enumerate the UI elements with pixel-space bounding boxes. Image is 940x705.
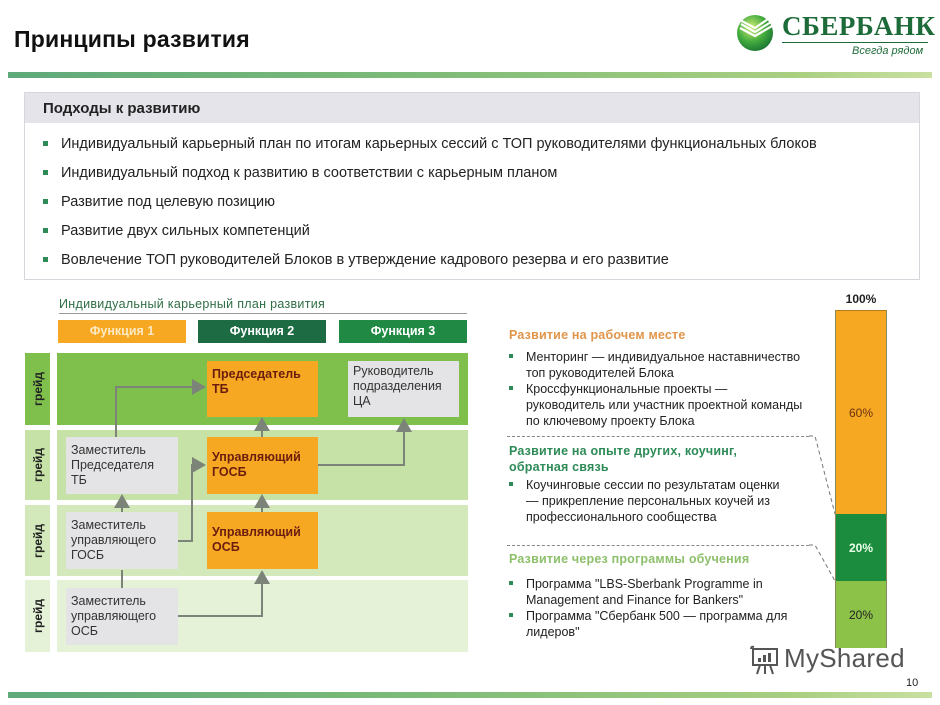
bar-segment-coaching: 20%	[835, 514, 887, 581]
section-list-coaching	[506, 477, 786, 525]
position-deputy-manager-gosb: Заместитель управляющего ГОСБ	[66, 512, 178, 569]
section-item: Программа "LBS-Sberbank Programme in Management and Finance for Bankers"	[506, 576, 806, 608]
position-chairman-tb: Председатель ТБ	[207, 361, 318, 417]
watermark: MyShared	[784, 643, 905, 673]
logo-underline	[782, 42, 928, 43]
section-divider	[507, 436, 809, 437]
section-list-training	[506, 576, 806, 640]
approaches-panel	[24, 92, 920, 280]
footer-divider	[8, 692, 932, 698]
approach-item: Развитие двух сильных компетенций	[39, 220, 817, 249]
section-title-on-the-job: Развитие на рабочем месте	[509, 328, 686, 342]
function-1-header: Функция 1	[58, 320, 186, 343]
position-manager-gosb: Управляющий ГОСБ	[207, 437, 318, 494]
page-title: Принципы развития	[14, 26, 250, 52]
approach-item: Индивидуальный карьерный план по итогам карьерных сессий с ТОП руководителями функциональных блоков	[39, 133, 817, 162]
approaches-header	[25, 93, 919, 123]
section-list-on-the-job	[506, 349, 806, 429]
logo-name: СБЕРБАНК	[782, 11, 936, 41]
section-title-coaching: Развитие на опыте других, коучинг, обратная связь	[509, 444, 738, 474]
grade-label-3: грейд	[25, 505, 50, 576]
career-plan-title: Индивидуальный карьерный план развития	[59, 297, 326, 311]
myshared-logo-icon	[748, 644, 780, 676]
position-manager-osb: Управляющий ОСБ	[207, 512, 318, 569]
approaches-list	[39, 133, 817, 278]
section-item: Коучинговые сессии по результатам оценки — прикрепление персональных коучей из профессионального сообщества	[506, 477, 786, 525]
position-head-ca: Руководитель подразделения ЦА	[348, 361, 459, 417]
section-divider	[507, 545, 809, 546]
section-item: Менторинг — индивидуальное наставничество топ руководителей Блока	[506, 349, 806, 381]
grade-label-2: грейд	[25, 430, 50, 500]
function-3-header: Функция 3	[339, 320, 467, 343]
approach-item: Индивидуальный подход к развитию в соответствии с карьерным планом	[39, 162, 817, 191]
section-item: Программа "Сбербанк 500 — программа для лидеров"	[506, 608, 806, 640]
approach-item: Развитие под целевую позицию	[39, 191, 817, 220]
function-2-header: Функция 2	[198, 320, 326, 343]
approaches-title: Подходы к развитию	[43, 100, 201, 117]
page-number: 10	[906, 677, 919, 689]
position-deputy-chairman-tb: Заместитель Председателя ТБ	[66, 437, 178, 494]
bar-segment-on-the-job: 60%	[835, 310, 887, 514]
bar-total-label: 100%	[845, 292, 877, 306]
section-title-training: Развитие через программы обучения	[509, 552, 750, 566]
career-plan-divider	[59, 313, 467, 314]
logo-tagline: Всегда рядом	[852, 45, 924, 57]
header-divider	[8, 72, 932, 78]
grade-label-1: грейд	[25, 353, 50, 425]
section-item: Кроссфункциональные проекты — руководитель или участник проектной команды по ключевому проекту Блока	[506, 381, 806, 429]
position-deputy-manager-osb: Заместитель управляющего ОСБ	[66, 588, 178, 645]
grade-label-4: грейд	[25, 580, 50, 652]
bar-segment-training: 20%	[835, 581, 887, 648]
sberbank-logo-icon	[735, 12, 775, 52]
approach-item: Вовлечение ТОП руководителей Блоков в утверждение кадрового резерва и его развитие	[39, 249, 817, 278]
